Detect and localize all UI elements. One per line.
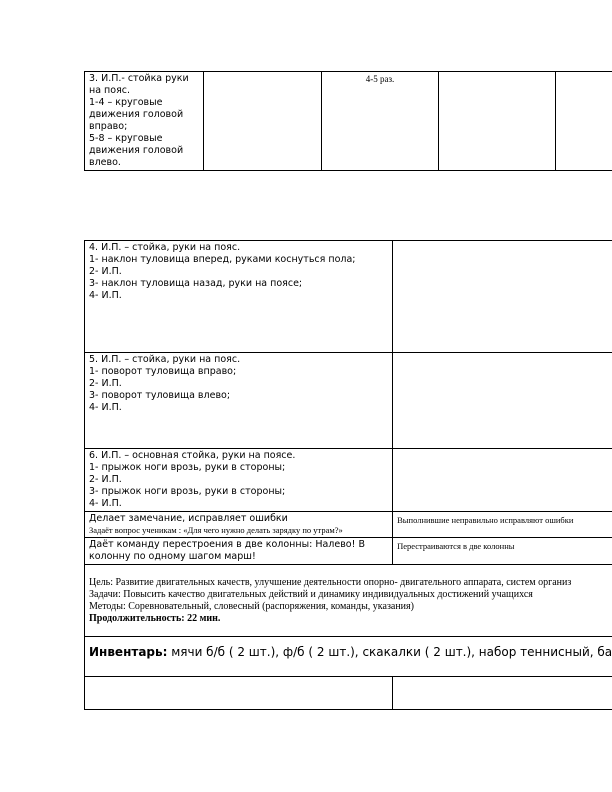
exercise-table-main [84, 240, 612, 710]
empty-cell [393, 353, 612, 449]
exercise-5-line: 3- поворот туловища влево; [89, 390, 231, 401]
inventory-cell [85, 637, 612, 677]
exercise-6-line: 4- И.П. [89, 498, 122, 509]
exercise-5-line: 5. И.П. – стойка, руки на пояс. [89, 354, 241, 365]
exercise-6-line: 3- прыжок ноги врозь, руки в стороны; [89, 486, 286, 497]
exercise-3-line: 3. И.П.- стойка руки на пояс. [89, 73, 189, 96]
rebuild-students-text: Перестраиваются в две колонны [397, 541, 515, 551]
empty-cell [393, 677, 612, 710]
section-info-cell [85, 565, 612, 637]
duration-label: Продолжительность [89, 613, 182, 624]
exercise-6-line: 1- прыжок ноги врозь, руки в стороны; [89, 462, 286, 473]
section-duration [89, 613, 612, 625]
exercise-5-line: 2- И.П. [89, 378, 122, 389]
exercise-4-cell [85, 241, 393, 353]
exercise-table-top [84, 71, 612, 171]
exercise-4-line: 4- И.П. [89, 290, 122, 301]
remark-cell [85, 512, 393, 538]
exercise-5-line: 1- поворот туловища вправо; [89, 366, 237, 377]
rebuild-cell [85, 538, 393, 565]
remark-students-cell [393, 512, 612, 538]
exercise-6-cell [85, 449, 393, 512]
exercise-5-line: 4- И.П. [89, 402, 122, 413]
exercise-6-line: 6. И.П. – основная стойка, руки на поясе. [89, 450, 296, 461]
exercise-4-line: 1- наклон туловища вперед, руками коснуться пола; [89, 254, 356, 265]
exercise-4-line: 4. И.П. – стойка, руки на пояс. [89, 242, 241, 253]
empty-cell [204, 72, 321, 171]
exercise-3-cell [85, 72, 204, 171]
dosage-text: 4-5 раз. [365, 74, 395, 84]
dosage-cell [321, 72, 439, 171]
section-tasks: Задачи: Повысить качество двигательных действий и динамику индивидуальных достижений учащихся [89, 589, 533, 600]
exercise-5-cell [85, 353, 393, 449]
exercise-4-line: 3- наклон туловища назад, руки на поясе; [89, 278, 303, 289]
empty-cell [85, 677, 393, 710]
remark-question-text: Задаёт вопрос ученикам : «Для чего нужно делать зарядку по утрам?» [89, 525, 343, 535]
exercise-6-line: 2- И.П. [89, 474, 122, 485]
exercise-3-line: 1-4 – круговые движения головой вправо; [89, 97, 184, 132]
section-goal: Цель: Развитие двигательных качеств, улучшение деятельности опорно- двигательного аппарата, систем организ [89, 577, 572, 588]
exercise-3-line: 5-8 – круговые движения головой влево. [89, 133, 184, 168]
section-methods: Методы: Соревновательный, словесный (распоряжения, команды, указания) [89, 601, 414, 612]
empty-cell [439, 72, 556, 171]
inventory-label: Инвентарь: [89, 645, 168, 659]
exercise-4-line: 2- И.П. [89, 266, 122, 277]
empty-cell [393, 241, 612, 353]
empty-cell [556, 72, 612, 171]
rebuild-students-cell [393, 538, 612, 565]
remark-students-text: Выполнившие неправильно исправляют ошибки [397, 515, 574, 525]
empty-cell [393, 449, 612, 512]
inventory-text: мячи б/б ( 2 шт.), ф/б ( 2 шт.), скакалки ( 2 шт.), набор теннисный, ба [167, 645, 612, 659]
duration-value: : 22 мин. [181, 613, 221, 624]
rebuild-teacher-text: Даёт команду перестроения в две колонны: Налево! В колонну по одному шагом марш! [89, 539, 365, 562]
remark-teacher-text: Делает замечание, исправляет ошибки [89, 513, 288, 524]
